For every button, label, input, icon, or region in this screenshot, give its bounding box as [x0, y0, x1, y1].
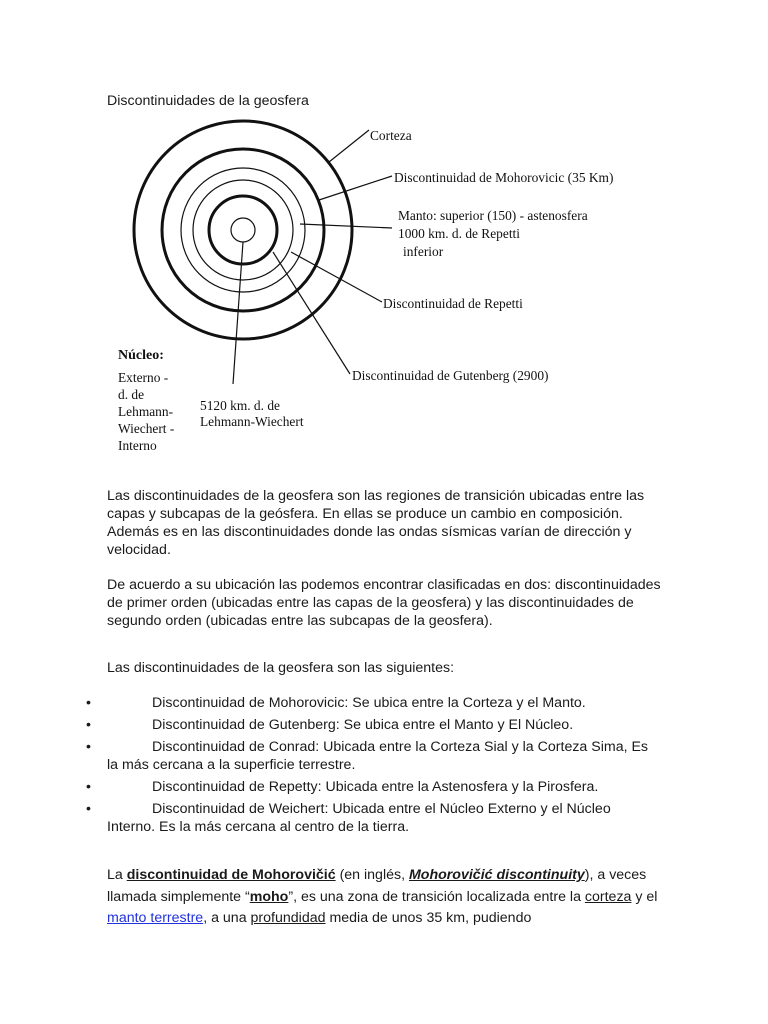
- label-mohorovicic: Discontinuidad de Mohorovicic (35 Km): [394, 170, 614, 185]
- moho-text-6: , a una: [203, 910, 251, 926]
- label-nucleo-5: Interno: [118, 438, 157, 453]
- label-manto-2: 1000 km. d. de Repetti: [398, 226, 520, 241]
- list-item-text: Discontinuidad de Weichert: Ubicada entre el Núcleo Externo y el Núcleo Interno. Es la más cercana al centro de la tierra.: [107, 801, 611, 835]
- list-intro-paragraph: Las discontinuidades de la geosfera son las siguientes:: [107, 660, 455, 676]
- section-heading: Discontinuidades de la geosfera: [107, 93, 309, 109]
- moho-text-3: ), a veces llamada simplemente “: [107, 867, 647, 905]
- label-nucleo-title: Núcleo:: [118, 348, 164, 363]
- label-nucleo-1: Externo -: [118, 370, 169, 385]
- bullet-dot: •: [86, 695, 91, 711]
- label-nucleo-2: d. de: [118, 387, 145, 402]
- list-item: [0, 800, 659, 836]
- moho-text-5: y el: [631, 888, 658, 905]
- link-discontinuidad-mohorovicic[interactable]: discontinuidad de Mohorovičić: [126, 867, 336, 883]
- list-item: [0, 716, 659, 734]
- moho-text-4: ”, es una zona de transición localizada entre la: [288, 888, 585, 905]
- moho-text-2: (en inglés,: [335, 867, 409, 883]
- label-nucleo-3: Lehmann-: [118, 404, 174, 419]
- mohorovicic-paragraph: [107, 865, 667, 930]
- bullet-dot: •: [86, 779, 91, 795]
- link-mohorovicic-discontinuity[interactable]: Mohorovičić discontinuity: [408, 867, 585, 883]
- geosphere-diagram-svg: [107, 112, 663, 474]
- label-manto-3: inferior: [403, 244, 444, 259]
- classification-paragraph: De acuerdo a su ubicación las podemos encontrar clasificadas en dos: discontinuidades de primer orden (ubicadas entre las capas de la geosfera) y las discontinuidades de segundo orden (ubicadas entre las subcapas de la geosfera).: [107, 577, 661, 629]
- bullet-dot: •: [86, 739, 91, 755]
- discontinuities-list: [0, 694, 768, 840]
- label-repetti: Discontinuidad de Repetti: [383, 296, 523, 311]
- label-corteza: Corteza: [370, 128, 412, 143]
- bullet-dot: •: [86, 801, 91, 817]
- list-item-text: Discontinuidad de Mohorovicic: Se ubica entre la Corteza y el Manto.: [152, 695, 586, 711]
- list-item-text: Discontinuidad de Conrad: Ubicada entre la Corteza Sial y la Corteza Sima, Es la más cercana a la superficie terrestre.: [107, 739, 649, 773]
- list-item-text: Discontinuidad de Gutenberg: Se ubica entre el Manto y El Núcleo.: [152, 717, 574, 733]
- link-moho[interactable]: moho: [249, 888, 289, 905]
- list-item: [0, 694, 659, 712]
- label-lehmann-2: Lehmann-Wiechert: [200, 414, 304, 429]
- label-nucleo-4: Wiechert -: [118, 421, 175, 436]
- moho-text-1: La: [107, 867, 127, 883]
- label-manto-1: Manto: superior (150) - astenosfera: [398, 208, 588, 223]
- link-manto-terrestre[interactable]: manto terrestre: [107, 910, 204, 926]
- list-item-text: Discontinuidad de Repetty: Ubicada entre la Astenosfera y la Pirosfera.: [152, 779, 599, 795]
- intro-paragraph: Las discontinuidades de la geosfera son las regiones de transición ubicadas entre las capas y subcapas de la geósfera. En ellas se produce un cambio en composición. Además es en las discontinuidades donde las ondas sísmicas varían de dirección y velocidad.: [107, 488, 645, 558]
- label-lehmann-1: 5120 km. d. de: [200, 398, 280, 413]
- bullet-dot: •: [86, 717, 91, 733]
- moho-text-7: media de unos 35 km, pudiendo: [325, 910, 532, 926]
- geosphere-diagram: [107, 112, 663, 474]
- list-item: [0, 738, 659, 774]
- label-gutenberg: Discontinuidad de Gutenberg (2900): [352, 368, 549, 383]
- list-item: [0, 778, 659, 796]
- link-profundidad[interactable]: profundidad: [250, 910, 326, 926]
- link-corteza[interactable]: corteza: [584, 888, 632, 905]
